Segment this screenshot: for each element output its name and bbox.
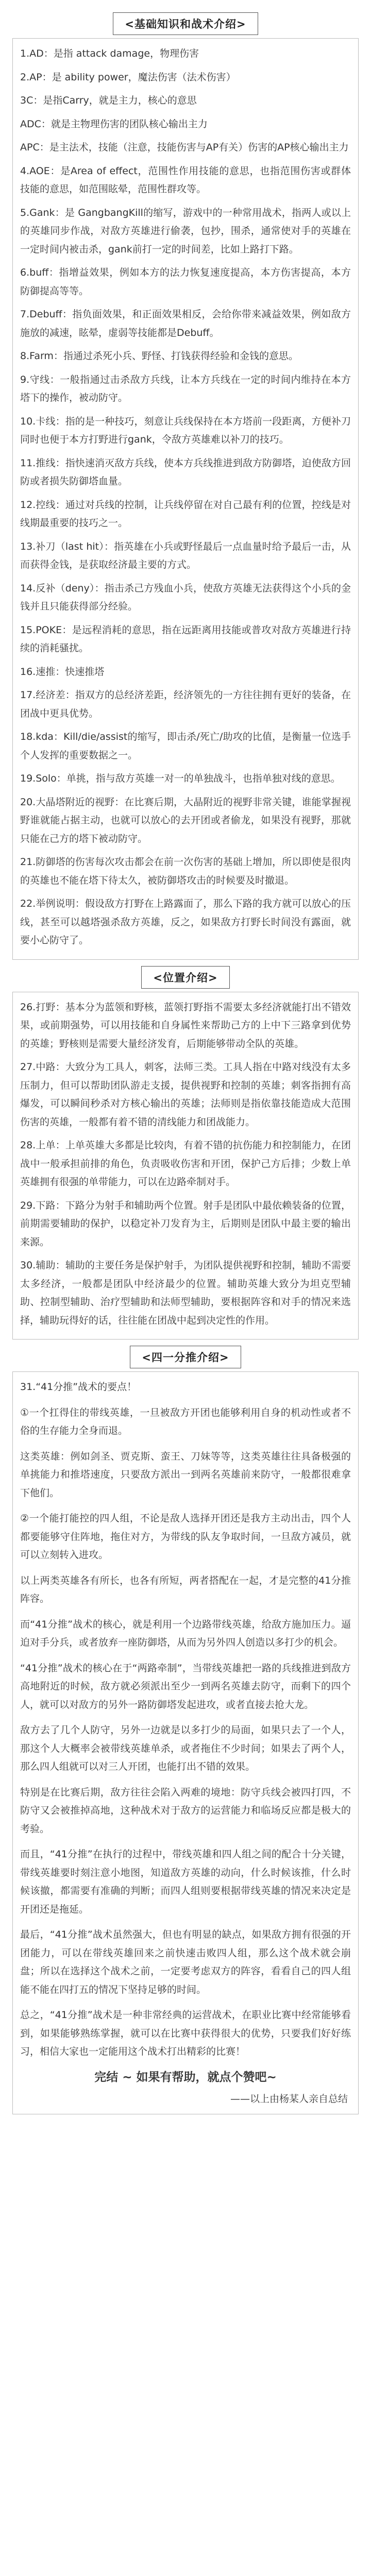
paragraph: 18.kda：Kill/die/assist的缩写，即击杀/死亡/助攻的比值，是衡量一位选手个人发挥的重要数据之一。 — [20, 731, 351, 761]
section-title-positions-text: <位置介绍> — [141, 966, 229, 989]
paragraph: 26.打野：基本分为蓝领和野核，蓝领打野指不需要太多经济就能打出不错效果，或前期强势，可以用技能和自身属性来帮助己方的上中下三路拿到优势的英雄；野核则是需要大量经济发育，后期能够带动全队的英雄。 — [20, 1001, 351, 1049]
paragraph: 13.补刀（last hit）：指英雄在小兵或野怪最后一点血量时给予最后一击，从而获得金钱，是获取经济最主要的方式。 — [20, 540, 351, 570]
paragraph: 20.大晶塔附近的视野：在比赛后期，大晶附近的视野非常关键，谁能掌握视野谁就能占据主动，也就可以放心的去开团或者偷龙，如果没有视野，那就只能在己方的塔下被动防守。 — [20, 796, 351, 844]
paragraph: 特别是在比赛后期，敌方往往会陷入两难的境地：防守兵线会被四打四，不防守又会被推掉高地，这种战术对于敌方的运营能力和临场反应都是极大的考验。 — [20, 1786, 351, 1835]
paragraph: 9.守线：一般指通过击杀敌方兵线，让本方兵线在一定的时间内维持在本方塔下的操作，被动防守。 — [20, 374, 351, 403]
paragraph: 这类英雄：例如剑圣、贾克斯、蛮王、刀妹等等，这类英雄往往具备极强的单挑能力和推塔速度，只要敌方派出一到两名英雄前来防守，一般都很难拿下他们。 — [20, 1450, 351, 1499]
paragraph: 而“41分推”战术的核心，就是利用一个边路带线英雄，给敌方施加压力。逼迫对手分兵，或者放弃一座防御塔，从而为另外四人创造以多打少的机会。 — [20, 1618, 351, 1648]
paragraph: 11.推线：指快速消灭敌方兵线，使本方兵线推进到敌方防御塔，迫使敌方回防或者损失防御塔血量。 — [20, 457, 351, 487]
end-text: 完结 ~ 如果有帮助，就点个赞吧~ — [94, 2070, 277, 2084]
paragraph: 6.buff：指增益效果，例如本方的法力恢复速度提高，本方伤害提高，本方防御提高等等。 — [20, 267, 351, 297]
section-title-basics-text: <基础知识和战术介绍> — [113, 12, 258, 35]
paragraph: 3C：是指Carry，就是主力，核心的意思 — [20, 95, 197, 106]
section-split-push — [12, 1346, 359, 2114]
paragraph: ②一个能打能控的四人组，不论是敌人选择开团还是我方主动出击，四个人都要能够守住阵地，拖住对方，为带线的队友争取时间，一旦敌方减员，就可以立刻转入进攻。 — [20, 1513, 351, 1561]
paragraph: 28.上单：上单英雄大多都是比较肉，有着不错的抗伤能力和控制能力，在团战中一般承担前排的角色，负责吸收伤害和开团，保护己方后排；少数上单英雄拥有很强的单带能力，可以在边路牵制对手。 — [20, 1140, 351, 1188]
paragraph: 31.“41分推”战术的要点！ — [20, 1381, 137, 1393]
paragraph: 最后，“41分推”战术虽然强大，但也有明显的缺点，如果敌方拥有很强的开团能力，可以在带线英雄回来之前快速击败四人组，那么这个战术就会崩盘；所以在选择这个战术之前，一定要考虑双方的阵容，看看自己的四人组能不能在四打五的情况下坚持足够的时间。 — [20, 1929, 351, 1995]
paragraph: 8.Farm：指通过杀死小兵、野怪、打钱获得经验和金钱的意思。 — [20, 350, 298, 362]
paragraph: 27.中路：大致分为工具人，刺客，法师三类。工具人指在中路对线没有太多压制力，但可以帮助团队游走支援，提供视野和控制的英雄；刺客指拥有高爆发，可以瞬间秒杀对方核心输出的英雄；法师则是指依靠技能造成大范围伤害的英雄，一般都有着不错的清线能力和团战能力。 — [20, 1061, 351, 1128]
paragraph: 21.防御塔的伤害每次攻击都会在前一次伤害的基础上增加，所以即使是很肉的英雄也不能在塔下待太久，被防御塔攻击的时候要及时撤退。 — [20, 856, 351, 886]
paragraph: 以上两类英雄各有所长，也各有所短，两者搭配在一起，才是完整的41分推阵容。 — [20, 1574, 351, 1604]
section-title-basics — [12, 12, 359, 35]
paragraph: ①一个扛得住的带线英雄，一旦被敌方开团也能够利用自身的机动性或者不俗的生存能力全身而退。 — [20, 1406, 351, 1436]
paragraph: 而且，“41分推”在执行的过程中，带线英雄和四人组之间的配合十分关键，带线英雄要时刻注意小地图，知道敌方英雄的动向，什么时候该推，什么时候该撤，都需要有准确的判断；而四人组则要根据带线英雄的情况来决定是开团还是拖延。 — [20, 1849, 351, 1915]
paragraph: 敌方去了几个人防守，另外一边就是以多打少的局面，如果只去了一个人，那这个人大概率会被带线英雄单杀，或者拖住不少时间；如果去了两个人，那么四人组就可以对三人开团，也能打出不错的效果。 — [20, 1724, 351, 1772]
paragraph: 19.Solo：单挑，指与敌方英雄一对一的单独战斗，也指单独对线的意思。 — [20, 773, 341, 784]
paragraph: 总之，“41分推”战术是一种非常经典的运营战术，在职业比赛中经常能够看到，如果能够熟练掌握，就可以在比赛中获得很大的优势，只要我们好好练习，相信大家也一定能用这个战术打出精彩的比赛！ — [20, 2009, 351, 2057]
section-basics — [12, 12, 359, 960]
section-title-split-push — [12, 1346, 359, 1368]
paragraph: ADC：就是主物理伤害的团队核心输出主力 — [20, 118, 208, 130]
paragraph: 1.AD：是指 attack damage，物理伤害 — [20, 48, 199, 59]
paragraph: 5.Gank：是 GangbangKill的缩写，游戏中的一种常用战术，指两人或以上的英雄同步作战，对敌方英雄进行偷袭，包抄，围杀，通常使对手的英雄在一定时间内被击杀，gank前打一定的时间差，比如上路打下路。 — [20, 207, 351, 255]
section-box-positions — [12, 992, 359, 1340]
author-signature: ——以上由杨某人亲自总结 — [230, 2093, 348, 2105]
paragraph: 10.卡线：指的是一种技巧，刻意让兵线保持在本方塔前一段距离，方便补刀同时也便于本方打野进行gank，令敌方英雄难以补刀的技巧。 — [20, 415, 351, 445]
section-box-split-push — [12, 1371, 359, 2114]
paragraph: 17.经济差：指双方的总经济差距，经济领先的一方往往拥有更好的装备，在团战中更具优势。 — [20, 689, 351, 719]
paragraph: 30.辅助：辅助的主要任务是保护射手，为团队提供视野和控制，辅助不需要太多经济，一般都是团队中经济最少的位置。辅助英雄大致分为坦克型辅助、控制型辅助、治疗型辅助和法师型辅助，要根据阵容和对手的情况来选择，辅助玩得好的话，往往能在团战中起到决定性的作用。 — [20, 1260, 351, 1326]
paragraph: 12.控线：通过对兵线的控制，让兵线停留在对自己最有利的位置，控线是对线期最重要的技巧之一。 — [20, 499, 351, 529]
section-positions — [12, 966, 359, 1340]
paragraph: 15.POKE：是远程消耗的意思，指在远距离用技能或普攻对敌方英雄进行持续的消耗骚扰。 — [20, 624, 351, 654]
section-box-basics — [12, 38, 359, 960]
section-title-split-push-text: <四一分推介绍> — [130, 1346, 241, 1368]
paragraph: 16.速推：快速推塔 — [20, 666, 105, 677]
paragraph: 22.举例说明：假设敌方打野在上路露面了，那么下路的我方就可以放心的压线，甚至可以越塔强杀敌方英雄，反之，如果敌方打野长时间没有露面，就要小心防守了。 — [20, 898, 351, 946]
paragraph: “41分推”战术的核心在于“两路牵制”，当带线英雄把一路的兵线推进到敌方高地附近的时候，敌方就必须派出至少一到两名英雄去防守，而剩下的四个人，就可以对敌方的另外一路防御塔发起进攻，或者直接去抢大龙。 — [20, 1662, 351, 1710]
paragraph: APC：是主法术，技能（注意，技能伤害与AP有关）伤害的AP核心输出主力 — [20, 142, 349, 153]
paragraph: 29.下路：下路分为射手和辅助两个位置。射手是团队中最依赖装备的位置，前期需要辅助的保护，以稳定补刀发育为主，后期则是团队中最主要的输出来源。 — [20, 1199, 351, 1248]
paragraph: 2.AP：是 ability power，魔法伤害（法术伤害） — [20, 71, 236, 83]
section-title-positions — [12, 966, 359, 989]
paragraph: 14.反补（deny）：指击杀己方残血小兵，使敌方英雄无法获得这个小兵的金钱并且只能获得部分经验。 — [20, 582, 351, 612]
paragraph: 4.AOE：是Area of effect，范围性作用技能的意思，也指范围伤害或群体技能的意思，如范围眩晕，范围性群攻等。 — [20, 165, 351, 195]
paragraph: 7.Debuff：指负面效果，和正面效果相反，会给你带来减益效果，例如敌方施放的减速，眩晕，虚弱等技能都是Debuff。 — [20, 309, 351, 338]
